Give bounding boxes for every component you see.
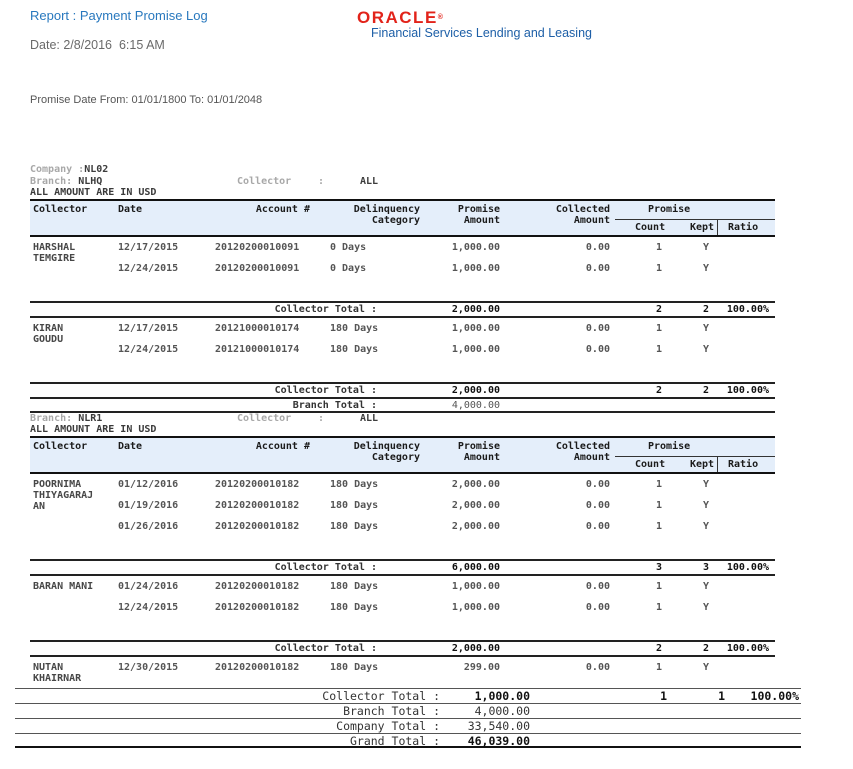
- cell-kept: Y: [702, 500, 709, 511]
- cell-promise-amount: 1,000.00: [451, 242, 500, 253]
- cell-count: 1: [655, 662, 662, 673]
- branch-total-amount: 4,000.00: [451, 400, 500, 411]
- summary-branch-total: [15, 703, 801, 718]
- cell-count: 1: [655, 344, 662, 355]
- report-summary: [15, 688, 801, 748]
- collector-label: Collector: [237, 176, 292, 187]
- table-row: [115, 479, 775, 500]
- col-delinquency: Delinquency: [353, 441, 420, 452]
- col-promise-amount-2: Amount: [463, 452, 500, 463]
- col-account: Account #: [255, 204, 310, 215]
- cell-collected-amount: 0.00: [585, 479, 610, 490]
- cell-ratio: [717, 500, 775, 521]
- report-body: [30, 160, 775, 684]
- total-amount: 2,000.00: [451, 643, 500, 654]
- col-delinquency-2: Category: [371, 452, 420, 463]
- total-ratio: 100.00%: [726, 562, 769, 573]
- cell-date: 12/17/2015: [118, 242, 179, 253]
- cell-delinquency: 180 Days: [330, 521, 379, 532]
- cell-collected-amount: 0.00: [585, 521, 610, 532]
- cell-date: 12/24/2015: [118, 602, 179, 613]
- ratio-divider: [717, 219, 718, 235]
- summary-kept: 1: [718, 689, 725, 703]
- table-row: [115, 662, 775, 683]
- cell-promise-amount: 2,000.00: [451, 479, 500, 490]
- summary-ratio: 100.00%: [750, 689, 799, 703]
- total-kept: 2: [702, 304, 709, 315]
- collector-separator: :: [318, 413, 325, 424]
- cell-promise-amount: 1,000.00: [451, 323, 500, 334]
- col-collected-amount-2: Amount: [573, 215, 610, 226]
- table-row: [115, 581, 775, 602]
- cell-kept: Y: [702, 242, 709, 253]
- cell-kept: Y: [702, 521, 709, 532]
- collector-group: [30, 237, 775, 318]
- branch-label: Branch:: [30, 176, 73, 187]
- collector-label: Collector: [237, 413, 292, 424]
- cell-date: 01/12/2016: [118, 479, 179, 490]
- cell-date: 12/24/2015: [118, 344, 179, 355]
- collector-name: NUTAN KHAIRNAR: [33, 662, 82, 684]
- branch-value: NLHQ: [78, 176, 103, 187]
- summary-company-total: [15, 718, 801, 733]
- cell-promise-amount: 1,000.00: [451, 344, 500, 355]
- summary-label: Branch Total :: [343, 704, 440, 718]
- col-promise-group: Promise: [648, 204, 691, 215]
- ratio-divider: [717, 456, 718, 472]
- col-collector: Collector: [33, 204, 88, 215]
- cell-ratio: [717, 479, 775, 500]
- col-collector: Collector: [33, 441, 88, 452]
- cell-account: 20120200010091: [215, 242, 300, 253]
- cell-collected-amount: 0.00: [585, 344, 610, 355]
- oracle-logo: [357, 10, 592, 26]
- branch-value: NLR1: [78, 413, 103, 424]
- summary-amount: 46,039.00: [467, 734, 530, 748]
- cell-date: 01/24/2016: [118, 581, 179, 592]
- cell-date: 12/30/2015: [118, 662, 179, 673]
- col-collected-amount-2: Amount: [573, 452, 610, 463]
- col-count: Count: [635, 459, 666, 470]
- cell-collected-amount: 0.00: [585, 602, 610, 613]
- cell-account: 20120200010182: [215, 581, 300, 592]
- cell-account: 20120200010182: [215, 602, 300, 613]
- cell-kept: Y: [702, 602, 709, 613]
- total-count: 2: [655, 385, 662, 396]
- promise-date-range: Promise Date From: 01/01/1800 To: 01/01/2048: [30, 94, 263, 106]
- collector-total-row: [30, 559, 775, 576]
- summary-label: Grand Total :: [349, 734, 440, 748]
- cell-ratio: [717, 521, 775, 542]
- cell-date: 12/24/2015: [118, 263, 179, 274]
- collector-total-row: [30, 640, 775, 657]
- collector-group: [30, 474, 775, 576]
- cell-promise-amount: 1,000.00: [451, 581, 500, 592]
- cell-kept: Y: [702, 323, 709, 334]
- table-row: [115, 263, 775, 284]
- branch-label: Branch:: [30, 413, 73, 424]
- oracle-logo-text: ORACLE: [357, 8, 438, 27]
- cell-ratio: [717, 662, 775, 683]
- cell-account: 20120200010182: [215, 479, 300, 490]
- col-delinquency: Delinquency: [353, 204, 420, 215]
- collector-group: [30, 318, 775, 399]
- summary-amount: 1,000.00: [474, 689, 530, 703]
- cell-account: 20120200010091: [215, 263, 300, 274]
- branch-total-row: [30, 399, 775, 413]
- col-promise-amount-2: Amount: [463, 215, 500, 226]
- total-label: Collector Total :: [274, 304, 377, 315]
- cell-account: 20120200010182: [215, 500, 300, 511]
- branch-total-label: Branch Total :: [292, 400, 377, 411]
- registered-mark-icon: ®: [437, 14, 443, 21]
- col-collected-amount: Collected: [555, 204, 610, 215]
- company-label: Company :: [30, 164, 85, 175]
- table-row: [115, 242, 775, 263]
- total-ratio: 100.00%: [726, 304, 769, 315]
- col-promise-group: Promise: [648, 441, 691, 452]
- summary-label: Collector Total :: [322, 689, 440, 703]
- cell-collected-amount: 0.00: [585, 263, 610, 274]
- col-collected-amount: Collected: [555, 441, 610, 452]
- currency-note: ALL AMOUNT ARE IN USD: [30, 424, 157, 435]
- total-count: 2: [655, 643, 662, 654]
- table-row: [115, 500, 775, 521]
- summary-grand-total: [15, 733, 801, 748]
- total-count: 2: [655, 304, 662, 315]
- table-header: [30, 436, 775, 474]
- brand-subtitle: Financial Services Lending and Leasing: [371, 26, 592, 40]
- cell-delinquency: 180 Days: [330, 581, 379, 592]
- cell-count: 1: [655, 479, 662, 490]
- table-header: [30, 199, 775, 237]
- cell-collected-amount: 0.00: [585, 242, 610, 253]
- total-amount: 6,000.00: [451, 562, 500, 573]
- cell-date: 01/19/2016: [118, 500, 179, 511]
- cell-account: 20120200010182: [215, 662, 300, 673]
- collector-value: ALL: [360, 176, 379, 187]
- summary-count: 1: [660, 689, 667, 703]
- cell-kept: Y: [702, 344, 709, 355]
- cell-kept: Y: [702, 263, 709, 274]
- collector-name: HARSHAL TEMGIRE: [33, 242, 76, 264]
- cell-kept: Y: [702, 479, 709, 490]
- col-promise-amount: Promise: [457, 441, 500, 452]
- cell-ratio: [717, 242, 775, 263]
- cell-collected-amount: 0.00: [585, 323, 610, 334]
- cell-ratio: [717, 323, 775, 344]
- collector-total-row: [30, 382, 775, 399]
- total-kept: 3: [702, 562, 709, 573]
- collector-value: ALL: [360, 413, 379, 424]
- col-delinquency-2: Category: [371, 215, 420, 226]
- table-row: [115, 323, 775, 344]
- cell-delinquency: 180 Days: [330, 479, 379, 490]
- cell-collected-amount: 0.00: [585, 500, 610, 511]
- table-row: [115, 521, 775, 542]
- cell-delinquency: 0 Days: [330, 242, 367, 253]
- cell-account: 20120200010182: [215, 521, 300, 532]
- cell-account: 20121000010174: [215, 323, 300, 334]
- cell-promise-amount: 1,000.00: [451, 263, 500, 274]
- cell-count: 1: [655, 521, 662, 532]
- col-promise-amount: Promise: [457, 204, 500, 215]
- collector-name: POORNIMA THIYAGARAJAN: [33, 479, 94, 512]
- collector-group: [30, 576, 775, 657]
- cell-ratio: [717, 344, 775, 365]
- cell-ratio: [717, 263, 775, 284]
- promise-group-underline: [615, 456, 775, 457]
- col-ratio: Ratio: [728, 459, 759, 470]
- summary-amount: 4,000.00: [474, 704, 530, 718]
- cell-count: 1: [655, 323, 662, 334]
- cell-date: 01/26/2016: [118, 521, 179, 532]
- cell-promise-amount: 1,000.00: [451, 602, 500, 613]
- cell-kept: Y: [702, 662, 709, 673]
- cell-count: 1: [655, 242, 662, 253]
- cell-ratio: [717, 581, 775, 602]
- col-kept: Kept: [690, 459, 715, 470]
- summary-label: Company Total :: [336, 719, 440, 733]
- table-row: [115, 344, 775, 365]
- cell-collected-amount: 0.00: [585, 581, 610, 592]
- collector-name: KIRAN GOUDU: [33, 323, 64, 345]
- cell-count: 1: [655, 602, 662, 613]
- total-ratio: 100.00%: [726, 385, 769, 396]
- cell-delinquency: 180 Days: [330, 323, 379, 334]
- cell-ratio: [717, 602, 775, 623]
- table-row: [115, 602, 775, 623]
- cell-delinquency: 180 Days: [330, 662, 379, 673]
- cell-delinquency: 180 Days: [330, 344, 379, 355]
- total-kept: 2: [702, 643, 709, 654]
- company-value: NL02: [84, 164, 109, 175]
- total-amount: 2,000.00: [451, 385, 500, 396]
- cell-delinquency: 180 Days: [330, 602, 379, 613]
- total-ratio: 100.00%: [726, 643, 769, 654]
- total-amount: 2,000.00: [451, 304, 500, 315]
- cell-delinquency: 0 Days: [330, 263, 367, 274]
- total-label: Collector Total :: [274, 643, 377, 654]
- col-count: Count: [635, 222, 666, 233]
- collector-name: BARAN MANI: [33, 581, 94, 592]
- currency-note: ALL AMOUNT ARE IN USD: [30, 187, 157, 198]
- summary-collector-total: [15, 688, 801, 703]
- report-date: Date: 2/8/2016 6:15 AM: [30, 38, 165, 52]
- total-count: 3: [655, 562, 662, 573]
- cell-promise-amount: 299.00: [463, 662, 500, 673]
- col-date: Date: [118, 441, 143, 452]
- total-label: Collector Total :: [274, 385, 377, 396]
- cell-promise-amount: 2,000.00: [451, 500, 500, 511]
- promise-group-underline: [615, 219, 775, 220]
- col-ratio: Ratio: [728, 222, 759, 233]
- summary-amount: 33,540.00: [467, 719, 530, 733]
- company-line: [30, 160, 775, 176]
- cell-account: 20121000010174: [215, 344, 300, 355]
- cell-promise-amount: 2,000.00: [451, 521, 500, 532]
- collector-total-row: [30, 301, 775, 318]
- cell-delinquency: 180 Days: [330, 500, 379, 511]
- col-account: Account #: [255, 441, 310, 452]
- report-title: Report : Payment Promise Log: [30, 8, 208, 23]
- total-kept: 2: [702, 385, 709, 396]
- cell-date: 12/17/2015: [118, 323, 179, 334]
- col-kept: Kept: [690, 222, 715, 233]
- cell-count: 1: [655, 263, 662, 274]
- cell-count: 1: [655, 581, 662, 592]
- total-label: Collector Total :: [274, 562, 377, 573]
- cell-kept: Y: [702, 581, 709, 592]
- brand-block: [357, 10, 592, 40]
- cell-collected-amount: 0.00: [585, 662, 610, 673]
- cell-count: 1: [655, 500, 662, 511]
- collector-group: [30, 657, 775, 684]
- collector-separator: :: [318, 176, 325, 187]
- col-date: Date: [118, 204, 143, 215]
